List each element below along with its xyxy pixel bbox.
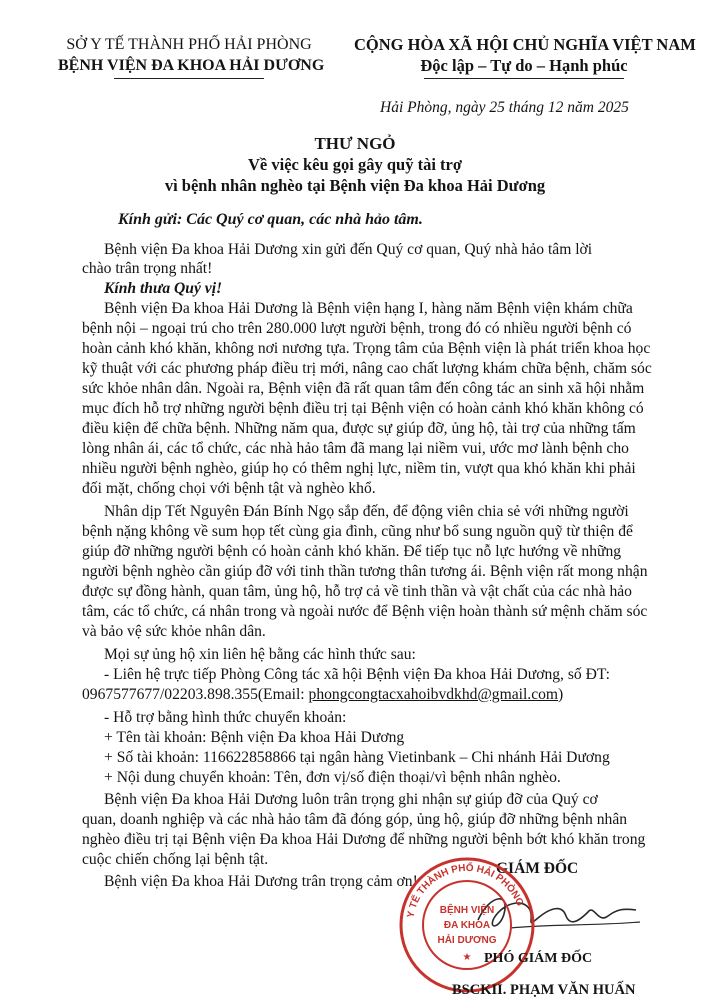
account-name: + Tên tài khoản: Bệnh viện Đa khoa Hải Dương xyxy=(104,729,405,746)
body-line: cuộc chiến chống lại bệnh tật. xyxy=(82,851,269,868)
signatory-name: BSCKII. PHẠM VĂN HUẤN xyxy=(452,982,636,998)
closing-thanks: Bệnh viện Đa khoa Hải Dương trân trọng cảm ơn! xyxy=(104,873,418,890)
body-line: giúp đỡ những người bệnh có hoàn cảnh khó khăn. Để tiếp tục nỗ lực hướng về những xyxy=(82,543,622,560)
body-line: Bệnh viện Đa khoa Hải Dương luôn trân trọng ghi nhận sự giúp đỡ của Quý cơ xyxy=(104,791,598,808)
body-line: kỹ thuật với các phương pháp điều trị mới, nâng cao chất lượng khám chữa bệnh, chăm sóc xyxy=(82,360,652,377)
nation-name: CỘNG HÒA XÃ HỘI CHỦ NGHĨA VIỆT NAM xyxy=(354,35,696,54)
body-line: và bảo vệ sức khỏe nhân dân. xyxy=(82,623,266,640)
issuer-block xyxy=(58,34,325,79)
body-line: điều kiện để chữa bệnh. Những năm qua, được sự giúp đỡ, ủng hộ, tài trợ của những tấm xyxy=(82,420,636,437)
issue-date: Hải Phòng, ngày 25 tháng 12 năm 2025 xyxy=(380,99,629,116)
seal-line-1: BỆNH VIỆN xyxy=(439,905,495,916)
account-number: + Số tài khoản: 116622858866 tại ngân hàng Vietinbank – Chi nhánh Hải Dương xyxy=(104,749,610,766)
body-line: được sự đồng hành, quan tâm, ủng hộ, hỗ trợ cả về tinh thần và vật chất của các nhà hảo xyxy=(82,583,632,600)
issuer-parent: SỞ Y TẾ THÀNH PHỐ HẢI PHÒNG xyxy=(66,36,312,53)
issuer-underline xyxy=(114,78,264,79)
body-line: bệnh nội – ngoại trú cho trên 280.000 lượt người bệnh, trong đó có nhiều người bệnh có xyxy=(82,320,632,337)
signature-title: GIÁM ĐỐC xyxy=(496,860,579,877)
letter-subject-1: Về việc kêu gọi gây quỹ tài trợ xyxy=(248,155,462,174)
contact-line: - Liên hệ trực tiếp Phòng Công tác xã hội Bệnh viện Đa khoa Hải Dương, số ĐT: xyxy=(104,666,610,683)
letter-subject-2: vì bệnh nhân nghèo tại Bệnh viện Đa khoa Hải Dương xyxy=(164,176,546,195)
body-line: nhiều người bệnh nghèo, giúp họ có thêm nghị lực, niềm tin, vượt qua khó khăn khi phải xyxy=(82,460,636,477)
recipient-line: Kính gửi: Các Quý cơ quan, các nhà hảo tâm. xyxy=(118,211,423,228)
motto-underline xyxy=(424,78,624,79)
national-motto: Độc lập – Tự do – Hạnh phúc xyxy=(420,56,628,75)
national-heading xyxy=(354,34,694,79)
signature-subtitle: PHÓ GIÁM ĐỐC xyxy=(484,951,593,966)
body-line: lòng nhân ái, các tổ chức, các nhà hảo tâm đã mang lại niềm vui, ước mơ lành bệnh cho xyxy=(82,440,629,457)
hospital-seal xyxy=(397,855,537,995)
contact-phone: 0967577677/02203.898.355(Email: xyxy=(82,686,309,703)
transfer-note: + Nội dung chuyển khoản: Tên, đơn vị/số điện thoại/vì bệnh nhân nghèo. xyxy=(104,769,561,786)
contact-intro: Mọi sự ủng hộ xin liên hệ bằng các hình thức sau: xyxy=(104,646,416,663)
body-line: đối mặt, chống chọi với bệnh tật và nghèo khổ. xyxy=(82,480,376,497)
issuer-name: BỆNH VIỆN ĐA KHOA HẢI DƯƠNG xyxy=(58,57,325,74)
body-line: sức khỏe nhân dân. Ngoài ra, Bệnh viện đã rất quan tâm đến công tác an sinh xã hội nhằm xyxy=(82,380,645,397)
seal-line-3: HẢI DƯƠNG xyxy=(437,935,497,946)
body-line: bệnh nặng không về sum họp tết cùng gia đình, cũng như bổ sung nguồn quỹ từ thiện để xyxy=(82,523,633,540)
contact-phone-email xyxy=(82,685,563,705)
body-line: hoàn cảnh khó khăn, không nơi nương tựa. Trọng tâm của Bệnh viện là phát triển khoa học xyxy=(82,340,651,357)
salutation: Kính thưa Quý vị! xyxy=(104,280,223,297)
body-line: tâm, các tổ chức, cá nhân trong và ngoài nước để Bệnh viện hoàn thành sứ mệnh chăm sóc xyxy=(82,603,648,620)
body-line: chào trân trọng nhất! xyxy=(82,260,213,277)
body-line: quan, doanh nghiệp và các nhà hảo tâm đã đóng góp, ủng hộ, giúp đỡ những bệnh nhân xyxy=(82,811,628,828)
body-line: Bệnh viện Đa khoa Hải Dương xin gửi đến Quý cơ quan, Quý nhà hảo tâm lời xyxy=(104,241,593,258)
seal-star-icon: ★ xyxy=(462,952,472,963)
body-line: Bệnh viện Đa khoa Hải Dương là Bệnh viện hạng I, hàng năm Bệnh viện khám chữa xyxy=(104,300,633,317)
transfer-intro: - Hỗ trợ bằng hình thức chuyển khoản: xyxy=(104,709,347,726)
body-line: Nhân dịp Tết Nguyên Đán Bính Ngọ sắp đến, để động viên chia sẻ với những người xyxy=(104,503,629,520)
body-line: nghèo điều trị tại Bệnh viện Đa khoa Hải Dương để những người bệnh bớt khó khăn trong xyxy=(82,831,646,848)
seal-line-2: ĐA KHOA xyxy=(443,920,491,931)
letter-title: THƯ NGỎ xyxy=(314,134,396,153)
body-line: mục đích hỗ trợ những người bệnh điều trị tại Bệnh viện có hoàn cảnh khó khăn không có xyxy=(82,400,644,417)
contact-email-link[interactable]: phongcongtacxahoibvdkhd@gmail.com xyxy=(308,686,559,703)
body-line: người bệnh nghèo cần giúp đỡ với tinh thần tương thân tương ái. Bệnh viện rất mong nhận xyxy=(82,563,648,580)
seal-ring-text: Y TẾ THÀNH PHỐ HẢI PHÒNG xyxy=(405,862,526,919)
contact-email-close: ) xyxy=(558,686,564,703)
